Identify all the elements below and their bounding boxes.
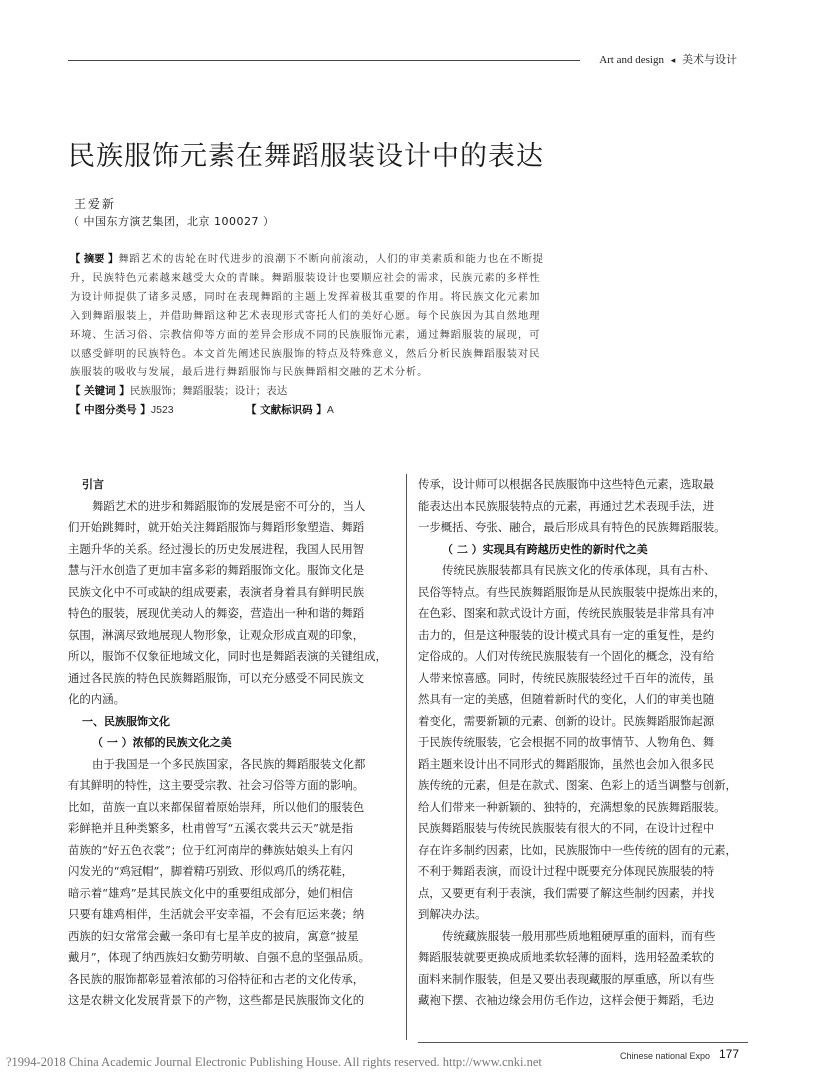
footer-journal-name: Chinese national Expo bbox=[620, 1051, 711, 1061]
body-text-line: 传统民族服装都具有民族文化的传承体现，具有古朴、 bbox=[442, 563, 716, 577]
body-text-line: 戴月”，体现了纳西族妇女勤劳明敏、自强不息的坚强品质。 bbox=[68, 950, 370, 964]
header-section-cn: 美术与设计 bbox=[682, 54, 737, 66]
abstract-label: 【 摘要 】 bbox=[70, 253, 119, 265]
body-text-line: 不利于舞蹈表演，而设计过程中既要充分体现民族服装的特 bbox=[418, 864, 715, 878]
abstract-line: 升，民族特色元素越来越受大众的青睐。舞蹈服装设计也要顺应社会的需求，民族元素的多样性 bbox=[70, 271, 541, 284]
author-name: 王爱新 bbox=[74, 197, 117, 211]
doc-code-value: A bbox=[326, 404, 334, 416]
body-text-line: 由于我国是一个多民族国家，各民族的舞蹈服装文化都 bbox=[92, 756, 366, 771]
body-text-line: 氛围，淋漓尽致地展现人物形象，让观众形成直观的印象， bbox=[68, 627, 365, 642]
body-text-line: 这是农耕文化发展背景下的产物，这些都是民族服饰文化的 bbox=[68, 993, 365, 1007]
abstract-block bbox=[70, 250, 580, 382]
body-text-line: 舞蹈艺术的进步和舞蹈服饰的发展是密不可分的，当人 bbox=[92, 498, 366, 513]
body-text-line: 有其鲜明的特性，这主要受宗教、社会习俗等方面的影响。 bbox=[68, 778, 365, 792]
page-number: 177 bbox=[719, 1047, 740, 1061]
body-text-line: 能表达出本民族服装特点的元素，再通过艺术表现手法，进 bbox=[418, 498, 715, 513]
section-heading: 引言 bbox=[82, 478, 104, 491]
body-text-line: 传统藏族服装一般用那些质地粗硬厚重的面料，而有些 bbox=[442, 928, 716, 943]
abstract-line: 为设计师提供了诸多灵感，同时在表现舞蹈的主题上发挥着极其重要的作用。将民族文化元素加 bbox=[70, 290, 541, 303]
header-arrow-icon: ◂ bbox=[670, 55, 676, 65]
abstract-text: 舞蹈艺术的齿轮在时代进步的浪潮下不断向前滚动，人们的审美素质和能力也在不断提 bbox=[118, 253, 544, 265]
abstract-line: 族服装的吸收与发展，最后进行舞蹈服饰与民族舞蹈相交融的艺术分析。 bbox=[70, 366, 429, 379]
header-rule bbox=[68, 60, 580, 61]
body-text-line: 民族舞蹈服装与传统民族服装有很大的不同，在设计过程中 bbox=[418, 821, 715, 835]
classification-label: 【 中图分类号 】 bbox=[70, 404, 151, 416]
body-text-line: 所以，服饰不仅象征地域文化，同时也是舞蹈表演的关键组成， bbox=[68, 649, 387, 663]
footer-rule bbox=[418, 1042, 748, 1043]
body-text-line: 们开始跳舞时，就开始关注舞蹈服饰与舞蹈形象塑造、舞蹈 bbox=[68, 520, 365, 534]
doc-code-line bbox=[246, 402, 334, 417]
section-heading: （ 二 ）实现具有跨越历史性的新时代之美 bbox=[442, 542, 648, 556]
body-text-line: 存在许多制约因素，比如，民族服饰中一些传统的固有的元素， bbox=[418, 842, 737, 857]
body-text-line: 到解决办法。 bbox=[418, 907, 487, 921]
column-divider bbox=[406, 474, 407, 1040]
author-affiliation: （ 中国东方演艺集团，北京 100027 ） bbox=[68, 215, 275, 228]
body-text-line: 苗族的“好五色衣裳”；位于红河南岸的彝族姑娘头上有闪 bbox=[68, 842, 354, 857]
body-text-line: 蹈主题来设计出不同形式的舞蹈服饰，虽然也会加入很多民 bbox=[418, 756, 715, 771]
section-heading: 一、民族服饰文化 bbox=[82, 714, 170, 728]
body-text-line: 在色彩、图案和款式设计方面，传统民族服装是非常具有冲 bbox=[418, 606, 715, 620]
body-text-line: 传承，设计师可以根据各民族服饰中这些特色元素，选取最 bbox=[418, 477, 715, 491]
body-text-line: 只要有雄鸡相伴，生活就会平安幸福，不会有厄运来袭；纳 bbox=[68, 907, 365, 921]
abstract-line: 以感受鲜明的民族特色。本文首先阐述民族服饰的特点及特殊意义，然后分析民族舞蹈服装对民 bbox=[70, 347, 541, 360]
body-text-line: 藏袍下摆、衣袖边缘会用仿毛作边，这样会便于舞蹈，毛边 bbox=[418, 993, 715, 1007]
body-text-line: 面料来制作服装，但是又要出表现藏服的厚重感，所以有些 bbox=[418, 971, 715, 986]
body-text-line: 民俗等特点。有些民族舞蹈服饰是从民族服装中提炼出来的， bbox=[418, 584, 726, 599]
body-text-line: 各民族的服饰都彰显着浓郁的习俗特征和古老的文化传承， bbox=[68, 971, 365, 986]
doc-code-label: 【 文献标识码 】 bbox=[246, 404, 327, 416]
keywords-label: 【 关键词 】 bbox=[70, 385, 130, 397]
body-text-line: 族传统的元素，但是在款式、图案、色彩上的适当调整与创新， bbox=[418, 778, 737, 792]
body-text-line: 给人们带来一种新颖的、独特的，充满想象的民族舞蹈服装。 bbox=[418, 799, 726, 814]
body-text-line: 于民族传统服装，它会根据不同的故事情节、人物角色、舞 bbox=[418, 735, 715, 749]
body-text-line: 主题升华的关系。经过漫长的历史发展进程，我国人民用智 bbox=[68, 541, 365, 556]
body-text-line: 舞蹈服装就要更换成质地柔软轻薄的面料，选用轻盈柔软的 bbox=[418, 950, 715, 964]
body-text-line: 一步概括、夸张、融合，最后形成具有特色的民族舞蹈服装。 bbox=[418, 520, 726, 534]
body-text-line: 慧与汗水创造了更加丰富多彩的舞蹈服饰文化。服饰文化是 bbox=[68, 563, 365, 577]
section-heading: （ 一 ）浓郁的民族文化之美 bbox=[92, 736, 232, 749]
keywords-value: 民族服饰；舞蹈服装；设计；表达 bbox=[129, 385, 288, 397]
body-text-line: 彩鲜艳并且种类繁多，杜甫曾写“五溪衣裳共云天”就是指 bbox=[68, 821, 354, 835]
body-text-line: 通过各民族的特色民族舞蹈服饰，可以充分感受不同民族文 bbox=[68, 670, 365, 685]
header-section-en: Art and design bbox=[599, 54, 664, 66]
keywords-line bbox=[70, 383, 287, 398]
body-text-line: 民族文化中不可或缺的组成要素，表演者身着具有鲜明民族 bbox=[68, 584, 365, 599]
body-text-line: 比如，苗族一直以来都保留着原始崇拜，所以他们的服装色 bbox=[68, 799, 365, 814]
body-text-line: 击力的，但是这种服装的设计模式具有一定的重复性，是约 bbox=[418, 627, 715, 642]
body-column-left bbox=[68, 474, 394, 1012]
body-text-line: 西族的妇女常常会戴一条印有七星羊皮的披肩，寓意“披星 bbox=[68, 928, 359, 943]
body-text-line: 定俗成的。人们对传统民族服装有一个固化的概念，没有给 bbox=[418, 649, 715, 663]
body-text-line: 特色的服装，展现优美动人的舞姿，营造出一种和谐的舞蹈 bbox=[68, 606, 365, 620]
abstract-line: 环境、生活习俗、宗教信仰等方面的差异会形成不同的民族服饰元素，通过舞蹈服装的展现，可 bbox=[70, 328, 541, 341]
body-text-line: 化的内涵。 bbox=[68, 692, 125, 706]
body-text-line: 闪发光的“鸡冠帽”，脚着精巧别致、形似鸡爪的绣花鞋， bbox=[68, 864, 354, 878]
classification-line bbox=[70, 402, 174, 417]
abstract-line: 入到舞蹈服装上，并借助舞蹈这种艺术表现形式寄托人们的美好心愿。每个民族因为其自然地理 bbox=[70, 309, 541, 322]
body-text-line: 然具有一定的美感，但随着新时代的变化，人们的审美也随 bbox=[418, 692, 715, 706]
abstract-line bbox=[70, 250, 580, 269]
body-text-line: 着变化，需要新颖的元素、创新的设计。民族舞蹈服饰起源 bbox=[418, 713, 715, 728]
article-title: 民族服饰元素在舞蹈服装设计中的表达 bbox=[68, 141, 544, 172]
classification-value: J523 bbox=[150, 404, 174, 416]
cnki-watermark: ?1994-2018 China Academic Journal Electronic Publishing House. All rights reserved. http://www.cnki.net bbox=[6, 1055, 542, 1069]
body-column-right bbox=[418, 474, 748, 1012]
body-text-line: 人带来惊喜感。同时，传统民族服装经过千百年的流传，虽 bbox=[418, 670, 715, 685]
body-text-line: 点，又要更有利于表演，我们需要了解这些制约因素，并找 bbox=[418, 885, 715, 900]
body-text-line: 暗示着“雄鸡”是其民族文化中的重要组成部分，她们相信 bbox=[68, 885, 354, 900]
running-header bbox=[599, 51, 737, 67]
